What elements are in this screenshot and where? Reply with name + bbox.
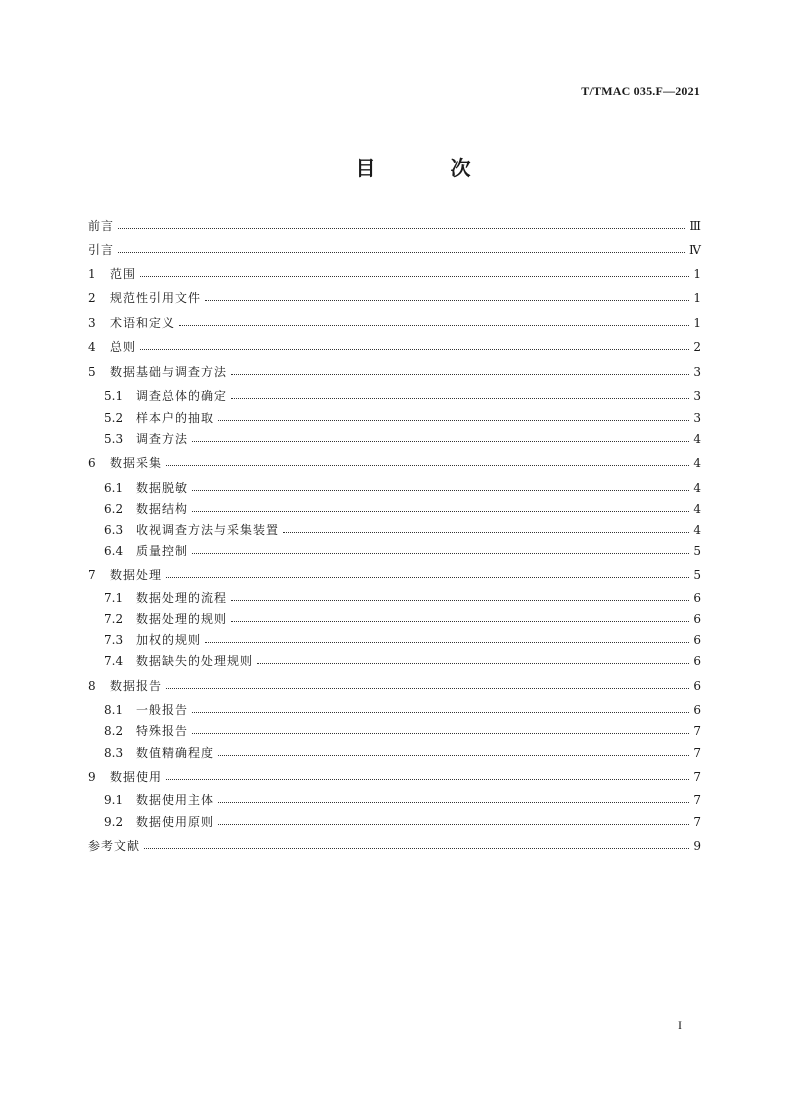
toc-entry[interactable] <box>88 678 701 694</box>
toc-entry-page: 1 <box>693 291 701 305</box>
toc-entry-number: 8.1 <box>104 703 124 717</box>
toc-entry-number: 6.2 <box>104 502 124 516</box>
toc-entry-label: 样本户的抽取 <box>136 411 215 425</box>
toc-entry-label: 前言 <box>88 219 115 233</box>
dot-leader <box>140 266 689 282</box>
dot-leader <box>231 364 689 380</box>
toc-entry-label: 引言 <box>88 243 115 257</box>
toc-entry[interactable] <box>104 745 701 761</box>
toc-entry[interactable] <box>104 543 701 559</box>
toc-entry-page: 5 <box>693 544 701 558</box>
toc-entry[interactable] <box>88 242 701 258</box>
toc-entry-page: 2 <box>693 340 701 354</box>
toc-entry-number: 6.3 <box>104 523 124 537</box>
toc-entry-page: 7 <box>693 746 701 760</box>
dot-leader <box>192 501 689 517</box>
toc-entry-page: 6 <box>693 679 701 693</box>
toc-entry-label: 数据采集 <box>110 456 163 470</box>
toc-entry-page: Ⅳ <box>689 243 701 257</box>
toc-entry[interactable] <box>104 814 701 830</box>
toc-entry-number: 8 <box>88 679 96 693</box>
toc-entry[interactable] <box>104 632 701 648</box>
toc-entry-number: 9 <box>88 770 96 784</box>
toc-entry-number: 7 <box>88 568 96 582</box>
dot-leader <box>179 315 689 331</box>
toc-entry-page: 4 <box>693 432 701 446</box>
toc-entry-number: 8.2 <box>104 724 124 738</box>
page-title: 目 次 <box>355 156 505 180</box>
toc-entry-label: 调查总体的确定 <box>136 389 228 403</box>
toc-entry-number: 3 <box>88 316 96 330</box>
toc-entry[interactable] <box>88 218 701 234</box>
dot-leader <box>166 567 689 583</box>
toc-entry-page: 7 <box>693 793 701 807</box>
toc-entry-number: 7.1 <box>104 591 124 605</box>
toc-entry[interactable] <box>104 431 701 447</box>
dot-leader <box>257 653 689 669</box>
dot-leader <box>218 814 689 830</box>
toc-entry-page: 4 <box>693 456 701 470</box>
toc-entry-number: 9.2 <box>104 815 124 829</box>
toc-entry-number: 1 <box>88 267 96 281</box>
toc-entry-label: 规范性引用文件 <box>110 291 202 305</box>
toc-entry-page: 9 <box>693 839 701 853</box>
toc-entry[interactable] <box>88 364 701 380</box>
toc-entry-page: 7 <box>693 724 701 738</box>
toc-entry-label: 数据基础与调查方法 <box>110 365 228 379</box>
dot-leader <box>166 769 689 785</box>
toc-entry-page: 3 <box>693 389 701 403</box>
toc-entry-label: 数据缺失的处理规则 <box>136 654 254 668</box>
toc-entry-page: 1 <box>693 316 701 330</box>
toc-entry-label: 数据脱敏 <box>136 481 189 495</box>
toc-entry-label: 数据处理 <box>110 568 163 582</box>
dot-leader <box>231 388 689 404</box>
toc-entry-number: 7.4 <box>104 654 124 668</box>
toc-entry[interactable] <box>104 522 701 538</box>
toc-entry[interactable] <box>104 653 701 669</box>
toc-entry-label: 收视调查方法与采集装置 <box>136 523 280 537</box>
dot-leader <box>218 745 689 761</box>
toc-entry-label: 一般报告 <box>136 703 189 717</box>
toc-entry[interactable] <box>104 480 701 496</box>
toc-entry-page: 3 <box>693 365 701 379</box>
toc-entry-label: 数据使用 <box>110 770 163 784</box>
toc-entry[interactable] <box>88 838 701 854</box>
toc-entry-number: 5.1 <box>104 389 124 403</box>
toc-entry-label: 数据报告 <box>110 679 163 693</box>
toc-entry-page: 5 <box>693 568 701 582</box>
toc-entry[interactable] <box>104 611 701 627</box>
toc-entry-number: 9.1 <box>104 793 124 807</box>
dot-leader <box>218 792 689 808</box>
toc-entry-page: 6 <box>693 591 701 605</box>
toc-entry-page: Ⅲ <box>689 219 701 233</box>
dot-leader <box>166 678 689 694</box>
toc-entry[interactable] <box>88 567 701 583</box>
toc-entry-label: 数据使用原则 <box>136 815 215 829</box>
toc-entry-label: 调查方法 <box>136 432 189 446</box>
toc-entry-number: 8.3 <box>104 746 124 760</box>
toc-entry-label: 质量控制 <box>136 544 189 558</box>
toc-entry-label: 术语和定义 <box>110 316 176 330</box>
toc-entry-label: 参考文献 <box>88 839 141 853</box>
toc-entry[interactable] <box>104 723 701 739</box>
toc-entry-number: 5.3 <box>104 432 124 446</box>
toc-entry-label: 数据处理的流程 <box>136 591 228 605</box>
toc-entry-number: 6.4 <box>104 544 124 558</box>
toc-entry-number: 6 <box>88 456 96 470</box>
toc-entry-number: 7.3 <box>104 633 124 647</box>
toc-entry-page: 3 <box>693 411 701 425</box>
dot-leader <box>283 522 689 538</box>
toc-entry[interactable] <box>104 702 701 718</box>
toc-entry-page: 1 <box>693 267 701 281</box>
toc-entry[interactable] <box>88 455 701 471</box>
dot-leader <box>205 290 689 306</box>
toc-entry[interactable] <box>104 388 701 404</box>
dot-leader <box>231 590 689 606</box>
page-number: I <box>678 1018 682 1032</box>
dot-leader <box>144 838 689 854</box>
dot-leader <box>192 480 689 496</box>
toc-entry[interactable] <box>104 792 701 808</box>
toc-entry-page: 6 <box>693 612 701 626</box>
toc-entry[interactable] <box>88 315 701 331</box>
dot-leader <box>118 242 685 258</box>
toc-entry-label: 特殊报告 <box>136 724 189 738</box>
toc-entry-label: 数据处理的规则 <box>136 612 228 626</box>
toc-entry-label: 总则 <box>110 340 137 354</box>
toc-entry[interactable] <box>88 769 701 785</box>
toc-entry-number: 5.2 <box>104 411 124 425</box>
dot-leader <box>231 611 689 627</box>
toc-entry-label: 数据结构 <box>136 502 189 516</box>
toc-entry-page: 4 <box>693 481 701 495</box>
toc-entry-page: 6 <box>693 654 701 668</box>
document-code: T/TMAC 035.F—2021 <box>581 84 700 98</box>
toc-entry-number: 2 <box>88 291 96 305</box>
dot-leader <box>205 632 689 648</box>
dot-leader <box>218 410 689 426</box>
toc-entry[interactable] <box>88 290 701 306</box>
toc-entry-page: 6 <box>693 703 701 717</box>
dot-leader <box>192 702 689 718</box>
dot-leader <box>192 543 689 559</box>
toc-entry-number: 6.1 <box>104 481 124 495</box>
dot-leader <box>118 218 685 234</box>
toc-entry-page: 7 <box>693 770 701 784</box>
toc-entry-label: 数据使用主体 <box>136 793 215 807</box>
toc-entry-label: 范围 <box>110 267 137 281</box>
toc-entry-page: 6 <box>693 633 701 647</box>
toc-entry-number: 5 <box>88 365 96 379</box>
toc-entry-page: 4 <box>693 523 701 537</box>
toc-entry[interactable] <box>104 410 701 426</box>
dot-leader <box>192 723 689 739</box>
toc-entry-page: 7 <box>693 815 701 829</box>
toc-entry-number: 7.2 <box>104 612 124 626</box>
toc-entry[interactable] <box>104 590 701 606</box>
toc-entry-page: 4 <box>693 502 701 516</box>
toc-entry-number: 4 <box>88 340 96 354</box>
toc-entry[interactable] <box>104 501 701 517</box>
toc-entry-label: 加权的规则 <box>136 633 202 647</box>
toc-entry-label: 数值精确程度 <box>136 746 215 760</box>
dot-leader <box>166 455 689 471</box>
toc-entry[interactable] <box>88 339 701 355</box>
dot-leader <box>192 431 689 447</box>
toc-entry[interactable] <box>88 266 701 282</box>
dot-leader <box>140 339 689 355</box>
